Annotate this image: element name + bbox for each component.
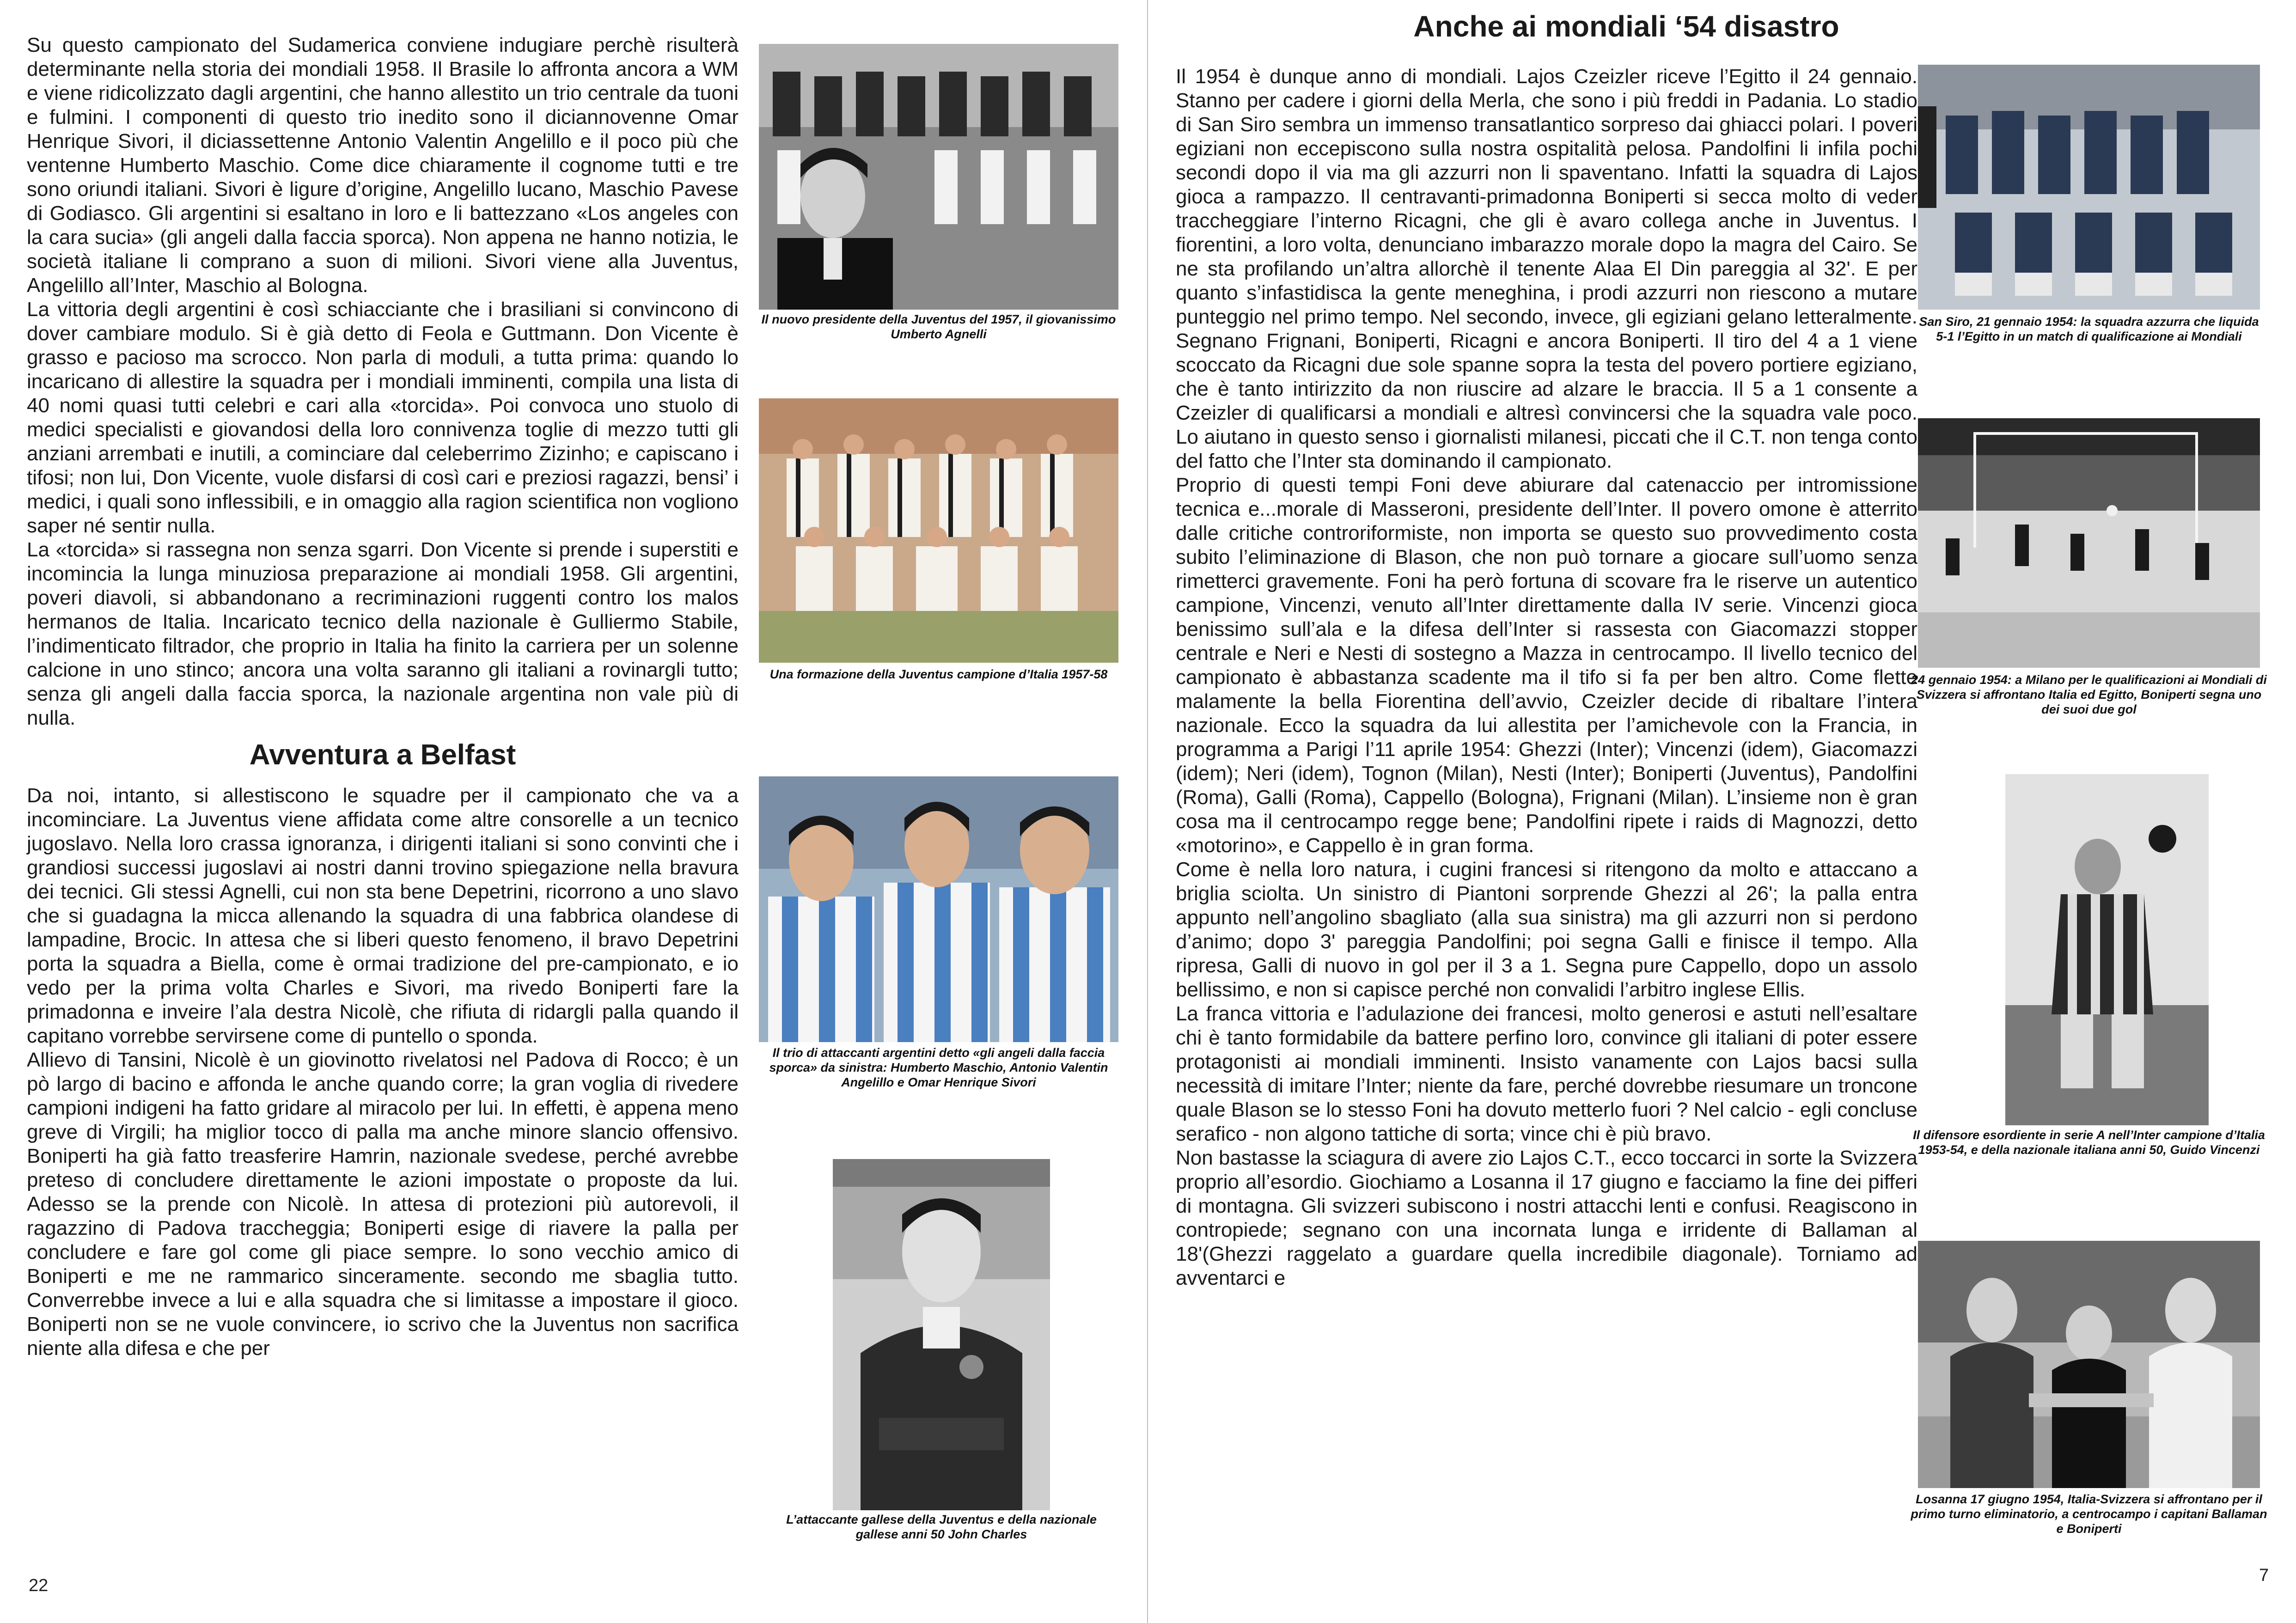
photo-argentine-trio (759, 776, 1118, 1042)
body-paragraph: Come è nella loro natura, i cugini francesi si ritengono da molto e attaccano a briglia sciolta. Un sinistro di Piantoni sorprende Ghezzi al 26'; la palla entra appunto nell’angolino sbagliato (alla sua sinistra) ma gli azzurri non si perdono d’animo; dopo 3' pareggia Pandolfini; poi segna Galli e finisce il tempo. Alla ripresa, Galli di nuovo in gol per il 3 a 1. Segna pure Cappello, dopo un assolo bellissimo, e non si capisce perché non convalidi l’arbitro inglese Ellis. (1176, 858, 1917, 1001)
photo-caption: Una formazione della Juventus campione d’Italia 1957-58 (769, 667, 1108, 681)
photo-umberto-agnelli (759, 44, 1118, 310)
right-page (1148, 0, 2296, 1623)
photo-caption: Il trio di attaccanti argentini detto «gli angeli dalla faccia sporca» da sinistra: Humberto Maschio, Antonio Valentin Angelillo e Omar Henrique Sivori (769, 1046, 1108, 1089)
photo-italy-squad (1918, 65, 2260, 310)
page-title: Anche ai mondiali ‘54 disastro (1413, 10, 1839, 43)
right-main-column (1176, 65, 1917, 1290)
body-paragraph: La «torcida» si rassegna non senza sgarri. Don Vicente si prende i superstiti e incomincia la lunga minuziosa preparazione ai mondiali 1958. Gli argentini, poveri diavoli, si abbandonano a recriminazioni ruggenti contro los malos hermanos de Italia. Incaricato tecnico della nazionale è Gulliermo Stabile, l’indimenticato filtrador, che proprio in Italia ha finito la carriera per un solenne calcione in uno stinco; ancora una volta saranno gli italiani a rovinargli tutto; senza gli angeli dalla faccia sporca, la nazionale argentina non vale più di nulla. (27, 538, 739, 729)
body-paragraph: Il 1954 è dunque anno di mondiali. Lajos Czeizler riceve l’Egitto il 24 gennaio. Stanno per cadere i giorni della Merla, che sono i più freddi in Padania. Lo stadio di San Siro sembra un immenso transatlantico sorpreso dai ghiacci polari. I poveri egiziani non eccepiscono sulla nostra ospitalità pelosa. Pandolfini li infila pochi secondi dopo il via ma gli azzurri non li spaventano. Infatti la squadra di Lajos gioca a rampazzo. Il centravanti-primadonna Boniperti si secca molto di veder traccheggiare l’interno Ricagni, che gli è avaro collega anche in Juventus. I fiorentini, a loro volta, denunciano imbarazzo morale dopo la magra del Cairo. Se ne sta profilando un’altra allorchè il tenente Alaa El Din pareggia al 32'. E per quanto s’infastidisca la gente meneghina, i prodi azzurri non riescono a mutare punteggio nel primo tempo. Nel secondo, invece, gli egiziani gelano letteralmente. Segnano Frignani, Boniperti, Ricagni e ancora Boniperti. Il tiro del 4 a 1 viene scoccato da Ricagni due sole spanne sopra la testa del povero portiere egiziano, che è tanto intirizzito da non riuscire ad alzare le braccia. Il 5 a 1 consente a Czeizler di qualificarsi a mondiali e altresì convincersi che la squadra vale poco. Lo aiutano in questo senso i giornalisti milanesi, piccati che il C.T. non tenga conto del fatto che l’Inter sta dominando il campionato. (1176, 65, 1917, 472)
body-paragraph: La franca vittoria e l’adulazione dei francesi, molto generosi e astuti nell’esaltare chi è tanto formidabile da battere perfino loro, convince gli italiani di poter essere protagonisti ai mondiali imminenti. Insisto vanamente con Lajos bacsi sulla necessità di imitare l’Inter; niente da fare, perché dovrebbe riesumare un troncone quale Blason se lo stesso Foni ha dovuto metterlo fuori ? Nel calcio - egli concluse serafico - non algono tattiche di sorta; vince chi è più bravo. (1176, 1002, 1917, 1145)
photo-captains-handshake (1918, 1241, 2260, 1488)
page-number: 22 (29, 1576, 49, 1595)
photo-john-charles (833, 1159, 1050, 1510)
photo-caption: Losanna 17 giugno 1954, Italia-Svizzera si affrontano per il primo turno eliminatorio, a centrocampo i capitani Ballaman e Boniperti (1911, 1492, 2267, 1536)
section-heading: Avventura a Belfast (249, 739, 516, 771)
photo-caption: 24 gennaio 1954: a Milano per le qualificazioni ai Mondiali di Svizzera si affrontano Italia ed Egitto, Boniperti segna uno dei suoi due gol (1911, 673, 2267, 716)
left-main-column (27, 33, 739, 1361)
photo-juventus-team (759, 398, 1118, 663)
body-paragraph: La vittoria degli argentini è così schiacciante che i brasiliani si convincono di dover cambiare modulo. Si è già detto di Feola e Guttmann. Don Vicente è grasso e pacioso ma scrocco. Non parla di moduli, a tutta prima: quando lo incaricano di allestire la squadra per i mondiali imminenti, compila una lista di 40 nomi quasi tutti celebri e cari alla «torcida». Poi convoca uno stuolo di medici specialisti e giovandosi della loro connivenza toglie di mezzo tutti gli anziani arrembati e inutili, a cominciare dal celeberrimo Zizinho; e capiscano i tifosi; non lui, Don Vicente, vuole disfarsi di così cari e preziosi ragazzi, bensi’ i medici, i quali sono inflessibili, e in omaggio alla ragion scientifica non vogliono saper né sentir nulla. (27, 298, 739, 537)
body-paragraph: Su questo campionato del Sudamerica conviene indugiare perchè risulterà determinante nella storia dei mondiali 1958. Il Brasile lo affronta ancora a WM e viene ridicolizzato dagli argentini, che hanno allestito un trio centrale da tuoni e fulmini. I componenti di questo trio inedito sono il diciannovenne Omar Henrique Sivori, il diciassettenne Antonio Valentin Angelillo e il poco più che ventenne Humberto Maschio. Come dice chiaramente il cognome tutti e tre sono oriundi italiani. Sivori è ligure d’origine, Angelillo lucano, Maschio Pavese di Godiasco. Gli argentini si esaltano in loro e li battezzano «Los angeles con la cara sucia» (gli angeli dalla faccia sporca). Non appena ne hanno notizia, le società italiane li comprano a suon di milioni. Sivori viene alla Juventus, Angelillo all’Inter, Maschio al Bologna. (27, 34, 739, 297)
photo-caption: L’attaccante gallese della Juventus e della nazionale gallese anni 50 John Charles (786, 1513, 1097, 1541)
body-paragraph: Allievo di Tansini, Nicolè è un giovinotto rivelatosi nel Padova di Rocco; è un pò largo di bacino e affonda le anche quando corre; la gran voglia di rivedere campioni indigeni ha fatto gridare al miracolo per lui. In effetti, è appena meno greve di Virgili; ha miglior tocco di palla ma anche minore slancio offensivo. Boniperti ha già fatto treasferire Hamrin, nazionale svedese, perché avrebbe preteso di concludere direttamente le azioni impostate o proposte da lui. Adesso se la prende con Nicolè. In attesa di protezioni più autorevoli, il ragazzino di Padova traccheggia; Boniperti esige di riavere la palla per concludere e fare gol come gli piace sempre. Io sono vecchio amico di Boniperti e me ne rammarico sinceramente. secondo me sbaglia tutto. Converrebbe invece a lui e alla squadra che si limitasse a impostare il gioco. Boniperti non se ne vuole convincere, io scrivo che la Juventus non sacrifica niente alla difesa e che per (27, 1049, 739, 1360)
body-paragraph: Non bastasse la sciagura di avere zio Lajos C.T., ecco toccarci in sorte la Svizzera proprio all’esordio. Giochiamo a Losanna il 17 giugno e facciamo la fine dei pifferi di montagna. Gli svizzeri subiscono i nostri attacchi lenti e confusi. Reagiscono in contropiede; segnano con una incornata lunga e irridente di Ballaman al 18'(Ghezzi raggelato a guardare quella incredibile diagonale). Torniamo ad avventarci e (1176, 1147, 1917, 1289)
page-number: 7 (2259, 1566, 2269, 1585)
body-paragraph: Proprio di questi tempi Foni deve abiurare dal catenaccio per intromissione tecnica e...morale di Masseroni, presidente dell’Inter. Il povero omone è atterrito dalle critiche controriformiste, non importa se questo suo provvedimento costa subito l’eliminazione di Blason, che non può tornare a giocare sull’uomo senza rimetterci gravemente. Foni ha però fortuna di scovare fra le riserve un autentico campione, Vincenzi, venuto all’Inter direttamente dalla IV serie. Vincenzi gioca benissimo sull’ala e la difesa dell’Inter si rassesta con Giacomazzi stopper centrale e Neri e Nesti di sostegno a Mazza in centrocampo. Il livello tecnico del campionato è abbastanza scadente ma il tifo si fa per ben altro. Come flette malamente la bella Fiorentina dell’avvio, Czeizler decide di ribaltare l’intera nazionale. Ecco la squadra da lui allestita per l’amichevole con la Francia, in programma a Parigi l’11 aprile 1954: Ghezzi (Inter); Vincenzi (idem), Giacomazzi (idem); Neri (idem), Tognon (Milan), Nesti (Inter); Boniperti (Juventus), Pandolfini (Roma), Galli (Roma), Cappello (Bologna), Frignani (Milan). L’insieme non è gran cosa ma il centrocampo regge bene; Pandolfini ripete i raids di Magnozzi, detto «motorino», e Cappello è in gran forma. (1176, 474, 1917, 857)
photo-caption: San Siro, 21 gennaio 1954: la squadra azzurra che liquida 5-1 l’Egitto in un match di qualificazione ai Mondiali (1919, 315, 2259, 343)
photo-italy-egypt-match (1918, 418, 2260, 668)
photo-caption: Il difensore esordiente in serie A nell’Inter campione d’Italia 1953-54, e della nazionale italiana anni 50, Guido Vincenzi (1913, 1128, 2265, 1157)
photo-caption: Il nuovo presidente della Juventus del 1957, il giovanissimo Umberto Agnelli (761, 312, 1116, 341)
photo-guido-vincenzi (2005, 774, 2209, 1125)
body-paragraph: Da noi, intanto, si allestiscono le squadre per il campionato che va a incominciare. La Juventus viene affidata come altre consorelle a un tecnico jugoslavo. Nella loro crassa ignoranza, i dirigenti italiani si sono convinti che i grandiosi successi jugoslavi ai nostri danni trovino spiegazione nella bravura dei tecnici. Gli stessi Agnelli, cui non sta bene Depetrini, ricorrono a uno slavo che si guadagna la micca allenando la squadra di una fabbrica olandese di lampadine, Brocic. In attesa che si liberi questo fenomeno, il bravo Depetrini porta la squadra a Biella, come è ormai tradizione del pre-campionato, e io vedo per la prima volta Charles e Sivori, ma rivedo Boniperti fare la primadonna e inveire l’ala destra Nicolè, che rifiuta di ridargli palla quando il capitano vorrebbe servirsene come di puntello o sponda. (27, 784, 739, 1047)
